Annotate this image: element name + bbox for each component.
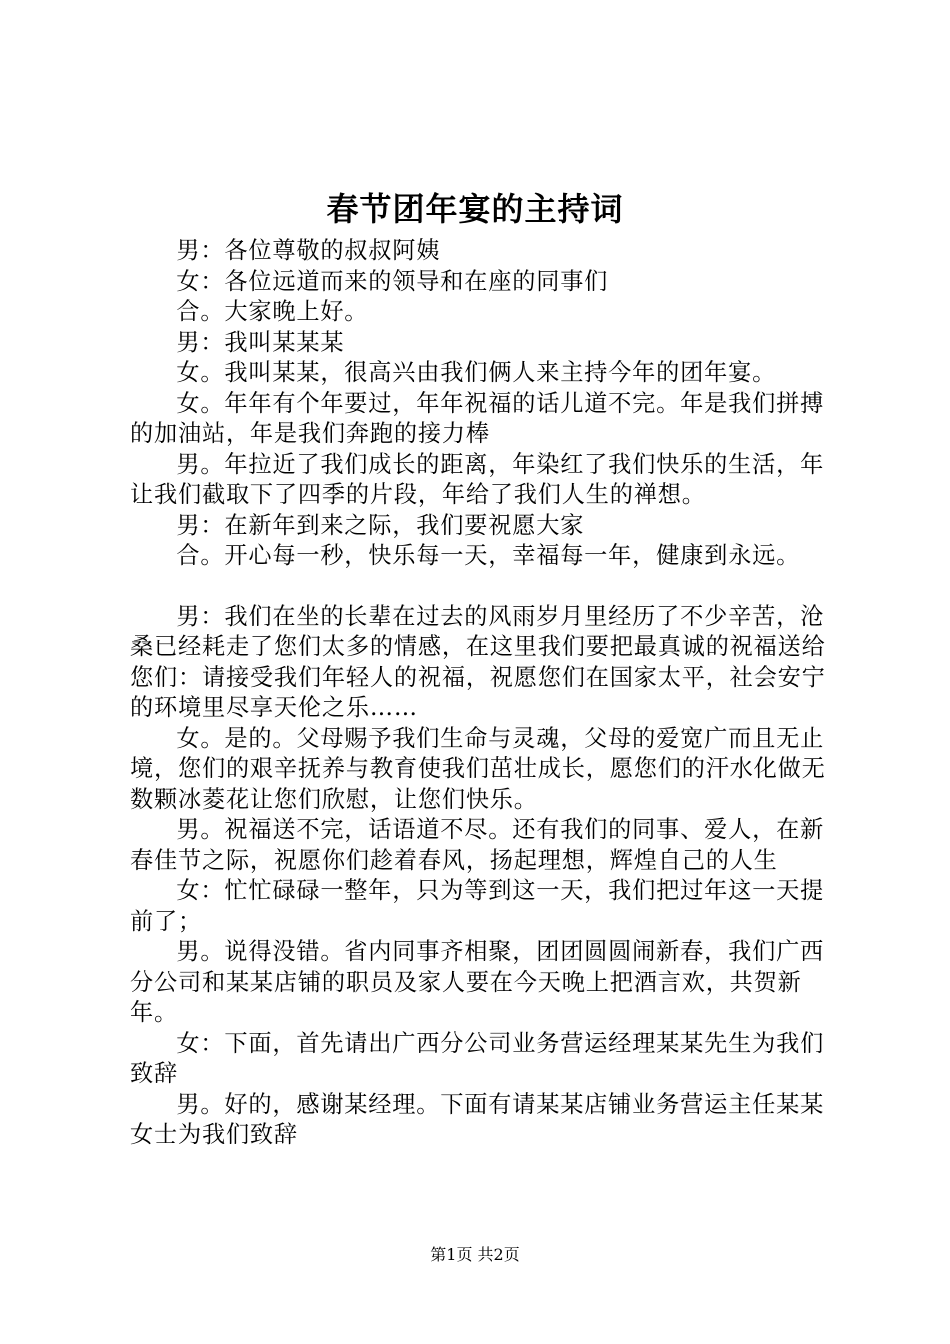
paragraph: 男：各位尊敬的叔叔阿姨 [176,237,441,264]
paragraph: 男。年拉近了我们成长的距离，年染红了我们快乐的生活，年让我们截取下了四季的片段，年给了我们人生的禅想。 [130,450,825,508]
paragraph: 男。祝福送不完，话语道不尽。还有我们的同事、爱人，在新春佳节之际，祝愿你们趁着春风，扬起理想，辉煌自己的人生 [130,816,825,874]
document-body [130,236,830,1151]
paragraph: 男：我们在坐的长辈在过去的风雨岁月里经历了不少辛苦，沧桑已经耗走了您们太多的情感，在这里我们要把最真诚的祝福送给您们：请接受我们年轻人的祝福，祝愿您们在国家太平，社会安宁的环境里尽享天伦之乐…… [130,602,826,721]
paragraph: 男：我叫某某某 [176,328,345,356]
paragraph: 合。大家晚上好。 [176,298,369,325]
paragraph: 男：在新年到来之际，我们要祝愿大家 [176,511,585,539]
paragraph-gap [130,572,830,602]
paragraph: 女。我叫某某，很高兴由我们俩人来主持今年的团年宴。 [176,359,777,386]
paragraph: 女：下面，首先请出广西分公司业务营运经理某某先生为我们致辞 [130,1029,825,1087]
paragraph: 女：忙忙碌碌一整年，只为等到这一天，我们把过年这一天提前了； [130,877,825,935]
paragraph: 女：各位远道而来的领导和在座的同事们 [176,267,609,295]
paragraph: 男。说得没错。省内同事齐相聚，团团圆圆闹新春，我们广西分公司和某某店铺的职员及家人要在今天晚上把酒言欢，共贺新年。 [130,938,825,1026]
paragraph: 女。年年有个年要过，年年祝福的话儿道不完。年是我们拼搏的加油站，年是我们奔跑的接力棒 [130,389,825,447]
paragraph: 男。好的，感谢某经理。下面有请某某店铺业务营运主任某某女士为我们致辞 [130,1090,825,1148]
document-title: 春节团年宴的主持词 [326,190,624,228]
paragraph: 女。是的。父母赐予我们生命与灵魂，父母的爱宽广而且无止境，您们的艰辛抚养与教育使我们茁壮成长，愿您们的汗水化做无数颗冰菱花让您们欣慰，让您们快乐。 [130,724,826,813]
page-footer: 第1页 共2页 [430,1245,520,1264]
paragraph: 合。开心每一秒，快乐每一天，幸福每一年，健康到永远。 [176,542,801,569]
